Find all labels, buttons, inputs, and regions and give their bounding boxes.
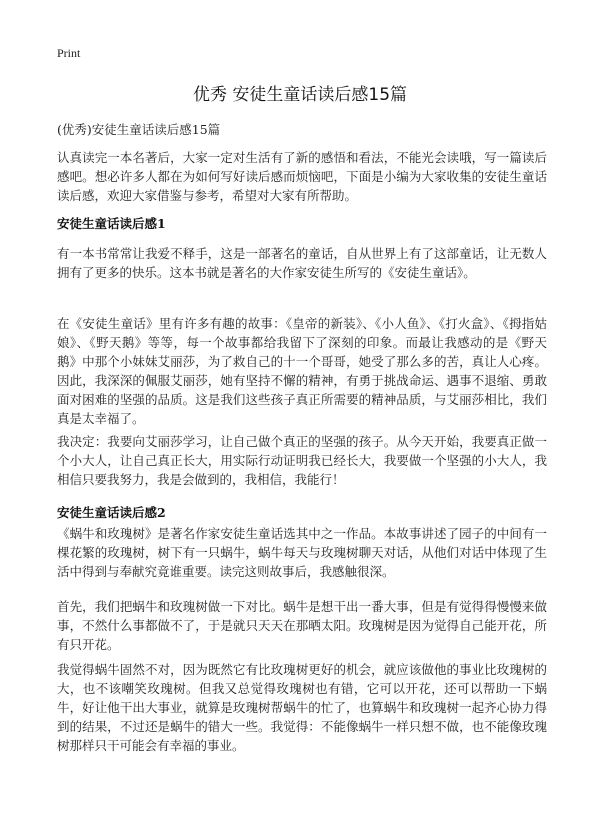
section-2-paragraph-2: 首先，我们把蜗牛和玫瑰树做一下对比。蜗牛是想干出一番大事，但是有觉得得慢慢来做事，不然什么事都做不了，于是就只天天在那晒太阳。玫瑰树是因为觉得自己能开花，所有只开花。: [57, 599, 547, 652]
section-1-paragraph-3: 我决定：我要向艾丽莎学习，让自己做个真正的坚强的孩子。从今天开始，我要真正做一个小大人，让自己真正长大，用实际行动证明我已经长大，我要做一个坚强的小大人，我相信只要我努力，我是会做到的，我相信，我能行！: [57, 434, 547, 487]
print-link[interactable]: Print: [57, 46, 81, 60]
document-title: 优秀 安徒生童话读后感15篇: [192, 85, 408, 105]
section-heading-2: 安徒生童话读后感2: [57, 505, 166, 520]
section-2-paragraph-1: 《蜗牛和玫瑰树》是著名作家安徒生童话选其中之一作品。本故事讲述了园子的中间有一棵花繁的玫瑰树，树下有一只蜗牛，蜗牛每天与玫瑰树聊天对话，从他们对话中体现了生活中得到与奉献究竟谁重要。读完这则故事后，我感触很深。: [57, 526, 547, 579]
section-2-paragraph-3: 我觉得蜗牛固然不对，因为既然它有比玫瑰树更好的机会，就应该做他的事业比玫瑰树的大，也不该嘲笑玫瑰树。但我又总觉得玫瑰树也有错，它可以开花，还可以帮助一下蜗牛，好让他干出大事业，就算是玫瑰树帮蜗牛的忙了，也算蜗牛和玫瑰树一起齐心协力得到的结果，不过还是蜗牛的错大一些。我觉得：不能像蜗牛一样只想不做，也不能像玫瑰树那样只干可能会有幸福的事业。: [57, 662, 547, 753]
document-subtitle: (优秀)安徒生童话读后感15篇: [57, 122, 221, 137]
section-1-paragraph-1: 有一本书常常让我爱不释手，这是一部著名的童话，自从世界上有了这部童话，让无数人拥有了更多的快乐。这本书就是著名的大作家安徒生所写的《安徒生童话》。: [57, 246, 547, 280]
section-heading-1: 安徒生童话读后感1: [57, 216, 166, 231]
intro-paragraph: 认真读完一本名著后，大家一定对生活有了新的感悟和看法，不能光会读哦，写一篇读后感吧。想必许多人都在为如何写好读后感而烦恼吧，下面是小编为大家收集的安徒生童话读后感，欢迎大家借鉴与参考，希望对大家有所帮助。: [57, 150, 547, 203]
section-1-paragraph-2: 在《安徒生童话》里有许多有趣的故事：《皇帝的新装》、《小人鱼》、《打火盒》、《拇指姑娘》、《野天鹅》等等，每一个故事都给我留下了深刻的印象。而最让我感动的是《野天鹅》中那个小妹妹艾丽莎，为了救自己的十一个哥哥，她受了那么多的苦，真让人心疼。因此，我深深的佩服艾丽莎，她有坚持不懈的精神，有勇于挑战命运、遇事不退缩、勇敢面对困难的坚强的品质。这是我们这些孩子真正所需要的精神品质，与艾丽莎相比，我们真是太幸福了。: [57, 316, 547, 426]
